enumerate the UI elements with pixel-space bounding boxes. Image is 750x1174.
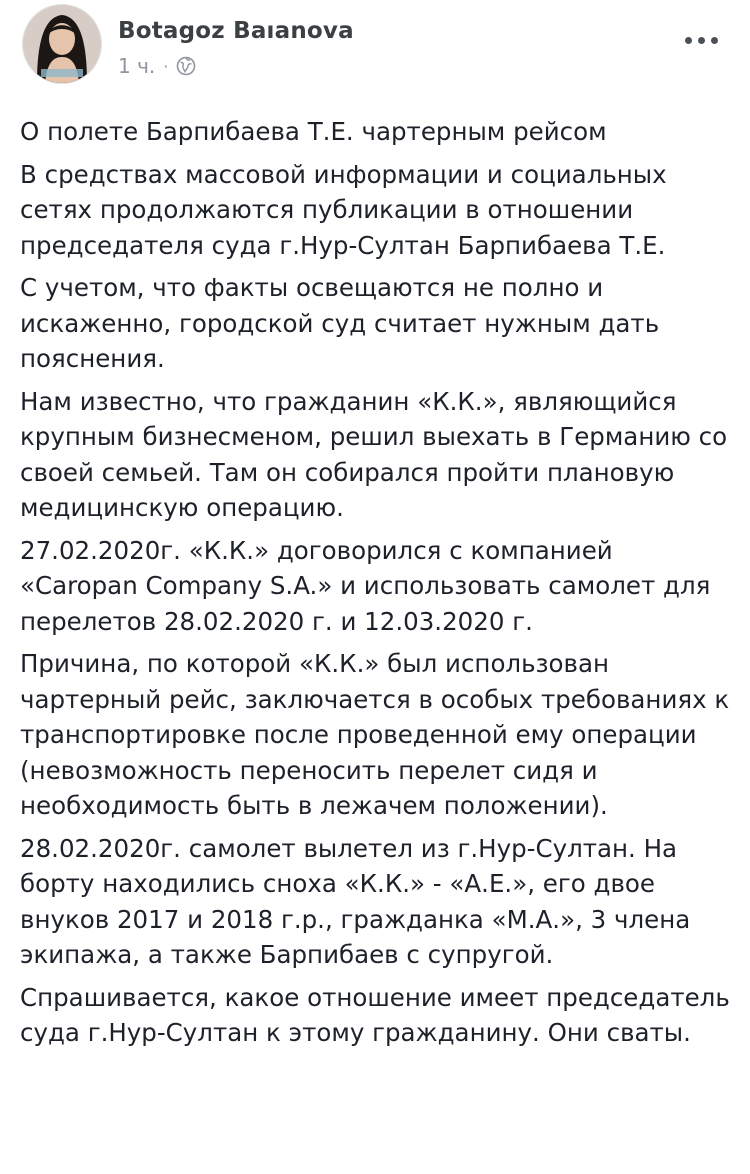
post-paragraph: Спрашивается, какое отношение имеет председатель суда г.Нур-Султан к этому гражданину. Они сваты. <box>20 982 730 1047</box>
post-paragraph: 28.02.2020г. самолет вылетел из г.Нур-Султан. На борту находились сноха «К.К.» - «А.Е.», его двое внуков 2017 и 2018 г.р., гражданка «М.А.», 3 члена экипажа, а также Барпибаев с супругой. <box>20 833 691 969</box>
author-avatar[interactable] <box>22 4 102 84</box>
post-time[interactable]: 1 ч. <box>118 54 156 78</box>
post-header <box>0 0 750 95</box>
post-paragraph: 27.02.2020г. «К.К.» договорился с компанией «Caropan Company S.A.» и использовать самолет для перелетов 28.02.2020 г. и 12.03.2020 г. <box>20 535 711 636</box>
more-dot <box>698 37 705 44</box>
post-paragraph: Нам известно, что гражданин «К.К.», являющийся крупным бизнесменом, решил выехать в Германию со своей семьей. Там он собирался пройти плановую медицинскую операцию. <box>20 386 728 522</box>
globe-icon <box>176 56 196 76</box>
post-paragraph: Причина, по которой «К.К.» был использован чартерный рейс, заключается в особых требованиях к транспортировке после проведенной ему операции (невозможность переносить перелет сидя и необходимость быть в лежачем положении). <box>20 649 730 820</box>
more-options-icon[interactable] <box>676 28 726 52</box>
more-dot <box>711 37 718 44</box>
post-paragraph: С учетом, что факты освещаются не полно и искаженно, городской суд считает нужным дать пояснения. <box>20 273 660 373</box>
avatar-image <box>23 5 101 83</box>
post-paragraph: В средствах массовой информации и социальных сетях продолжаются публикации в отношении председателя суда г.Нур-Султан Барпибаева Т.Е. <box>20 159 667 260</box>
post-meta <box>118 54 196 78</box>
post-body <box>20 114 730 1058</box>
post-paragraph: О полете Барпибаева Т.Е. чартерным рейсом <box>20 117 607 146</box>
meta-separator: · <box>163 56 169 76</box>
more-dot <box>685 37 692 44</box>
author-name[interactable]: Botagoz Baıanova <box>118 18 354 44</box>
